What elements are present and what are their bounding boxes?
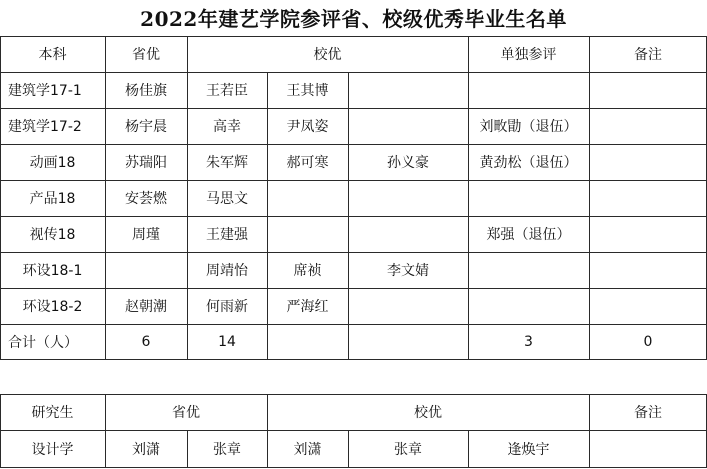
row-school-2: 尹凤姿 bbox=[286, 119, 329, 135]
grad-header-category: 研究生 bbox=[31, 405, 74, 421]
grad-row-provincial-1: 刘潇 bbox=[132, 441, 160, 458]
row-separate bbox=[468, 72, 589, 108]
row-provincial: 安荟燃 bbox=[125, 191, 167, 207]
row-remark bbox=[589, 288, 707, 324]
row-school-1: 马思文 bbox=[206, 191, 248, 207]
total-separate: 3 bbox=[524, 333, 533, 350]
row-provincial: 赵朝潮 bbox=[125, 299, 167, 315]
grad-row-remark bbox=[589, 430, 707, 467]
total-label: 合计（人） bbox=[8, 334, 78, 351]
row-school-2: 郝可寒 bbox=[286, 155, 329, 171]
page-title: 2022年建艺学院参评省、校级优秀毕业生名单 bbox=[140, 7, 567, 31]
row-provincial: 杨佳旗 bbox=[125, 83, 167, 99]
total-school-3 bbox=[348, 324, 468, 359]
grad-row-category: 设计学 bbox=[31, 441, 74, 458]
header-separate: 单独参评 bbox=[500, 47, 557, 63]
grad-row-school-1: 刘潇 bbox=[293, 441, 322, 458]
total-school-2 bbox=[267, 324, 348, 359]
grad-header-school: 校优 bbox=[414, 405, 442, 421]
grad-row-school-3: 逢焕宇 bbox=[507, 441, 550, 458]
row-school-2: 严海红 bbox=[286, 299, 329, 315]
row-school-2 bbox=[267, 180, 348, 216]
row-school-2: 席祯 bbox=[293, 263, 322, 279]
row-category: 动画18 bbox=[29, 155, 76, 171]
row-school-3: 孙义豪 bbox=[387, 155, 429, 171]
row-remark bbox=[589, 216, 707, 252]
row-provincial bbox=[105, 252, 187, 288]
grad-row-provincial-2: 张章 bbox=[213, 441, 241, 458]
row-school-1: 王建强 bbox=[206, 227, 248, 243]
header-category: 本科 bbox=[38, 47, 67, 63]
row-category: 视传18 bbox=[29, 227, 76, 243]
row-school-1: 周靖怡 bbox=[206, 263, 248, 279]
header-remark: 备注 bbox=[634, 47, 662, 63]
row-provincial: 苏瑞阳 bbox=[125, 155, 167, 171]
grad-header-provincial: 省优 bbox=[172, 405, 200, 421]
row-school-1: 何雨新 bbox=[206, 299, 248, 315]
row-provincial: 周瑾 bbox=[132, 227, 160, 243]
row-category: 建筑学17-2 bbox=[8, 119, 82, 135]
row-category: 环设18-2 bbox=[22, 299, 83, 315]
row-school-2: 王其博 bbox=[286, 83, 329, 99]
grad-header-remark: 备注 bbox=[634, 405, 662, 421]
row-separate: 刘畋勖（退伍） bbox=[479, 119, 578, 135]
row-school-1: 朱军辉 bbox=[206, 155, 248, 171]
row-school-3 bbox=[348, 108, 468, 144]
row-school-3: 李文婧 bbox=[387, 263, 429, 279]
row-separate: 黄劲松（退伍） bbox=[479, 155, 578, 171]
row-school-3 bbox=[348, 72, 468, 108]
row-border bbox=[0, 359, 707, 360]
row-remark bbox=[589, 180, 707, 216]
total-school: 14 bbox=[218, 333, 236, 350]
row-school-1: 王若臣 bbox=[206, 83, 248, 99]
row-separate bbox=[468, 180, 589, 216]
row-school-3 bbox=[348, 180, 468, 216]
row-remark bbox=[589, 144, 707, 180]
total-remark: 0 bbox=[643, 333, 653, 350]
row-school-3 bbox=[348, 216, 468, 252]
total-provincial: 6 bbox=[141, 333, 151, 350]
row-school-3 bbox=[348, 288, 468, 324]
row-separate: 郑强（退伍） bbox=[486, 227, 571, 243]
grad-row-school-2: 张章 bbox=[394, 441, 422, 458]
row-category: 产品18 bbox=[29, 191, 76, 207]
nominee-sheet bbox=[0, 36, 707, 469]
row-separate bbox=[468, 252, 589, 288]
row-remark bbox=[589, 72, 707, 108]
row-school-2 bbox=[267, 216, 348, 252]
row-remark bbox=[589, 252, 707, 288]
row-school-1: 高幸 bbox=[213, 119, 241, 135]
row-category: 建筑学17-1 bbox=[8, 83, 82, 99]
row-separate bbox=[468, 288, 589, 324]
header-provincial: 省优 bbox=[132, 47, 160, 63]
row-remark bbox=[589, 108, 707, 144]
row-border bbox=[0, 467, 707, 468]
row-category: 环设18-1 bbox=[22, 263, 83, 279]
row-provincial: 杨宇晨 bbox=[125, 119, 167, 135]
header-school: 校优 bbox=[313, 47, 342, 63]
